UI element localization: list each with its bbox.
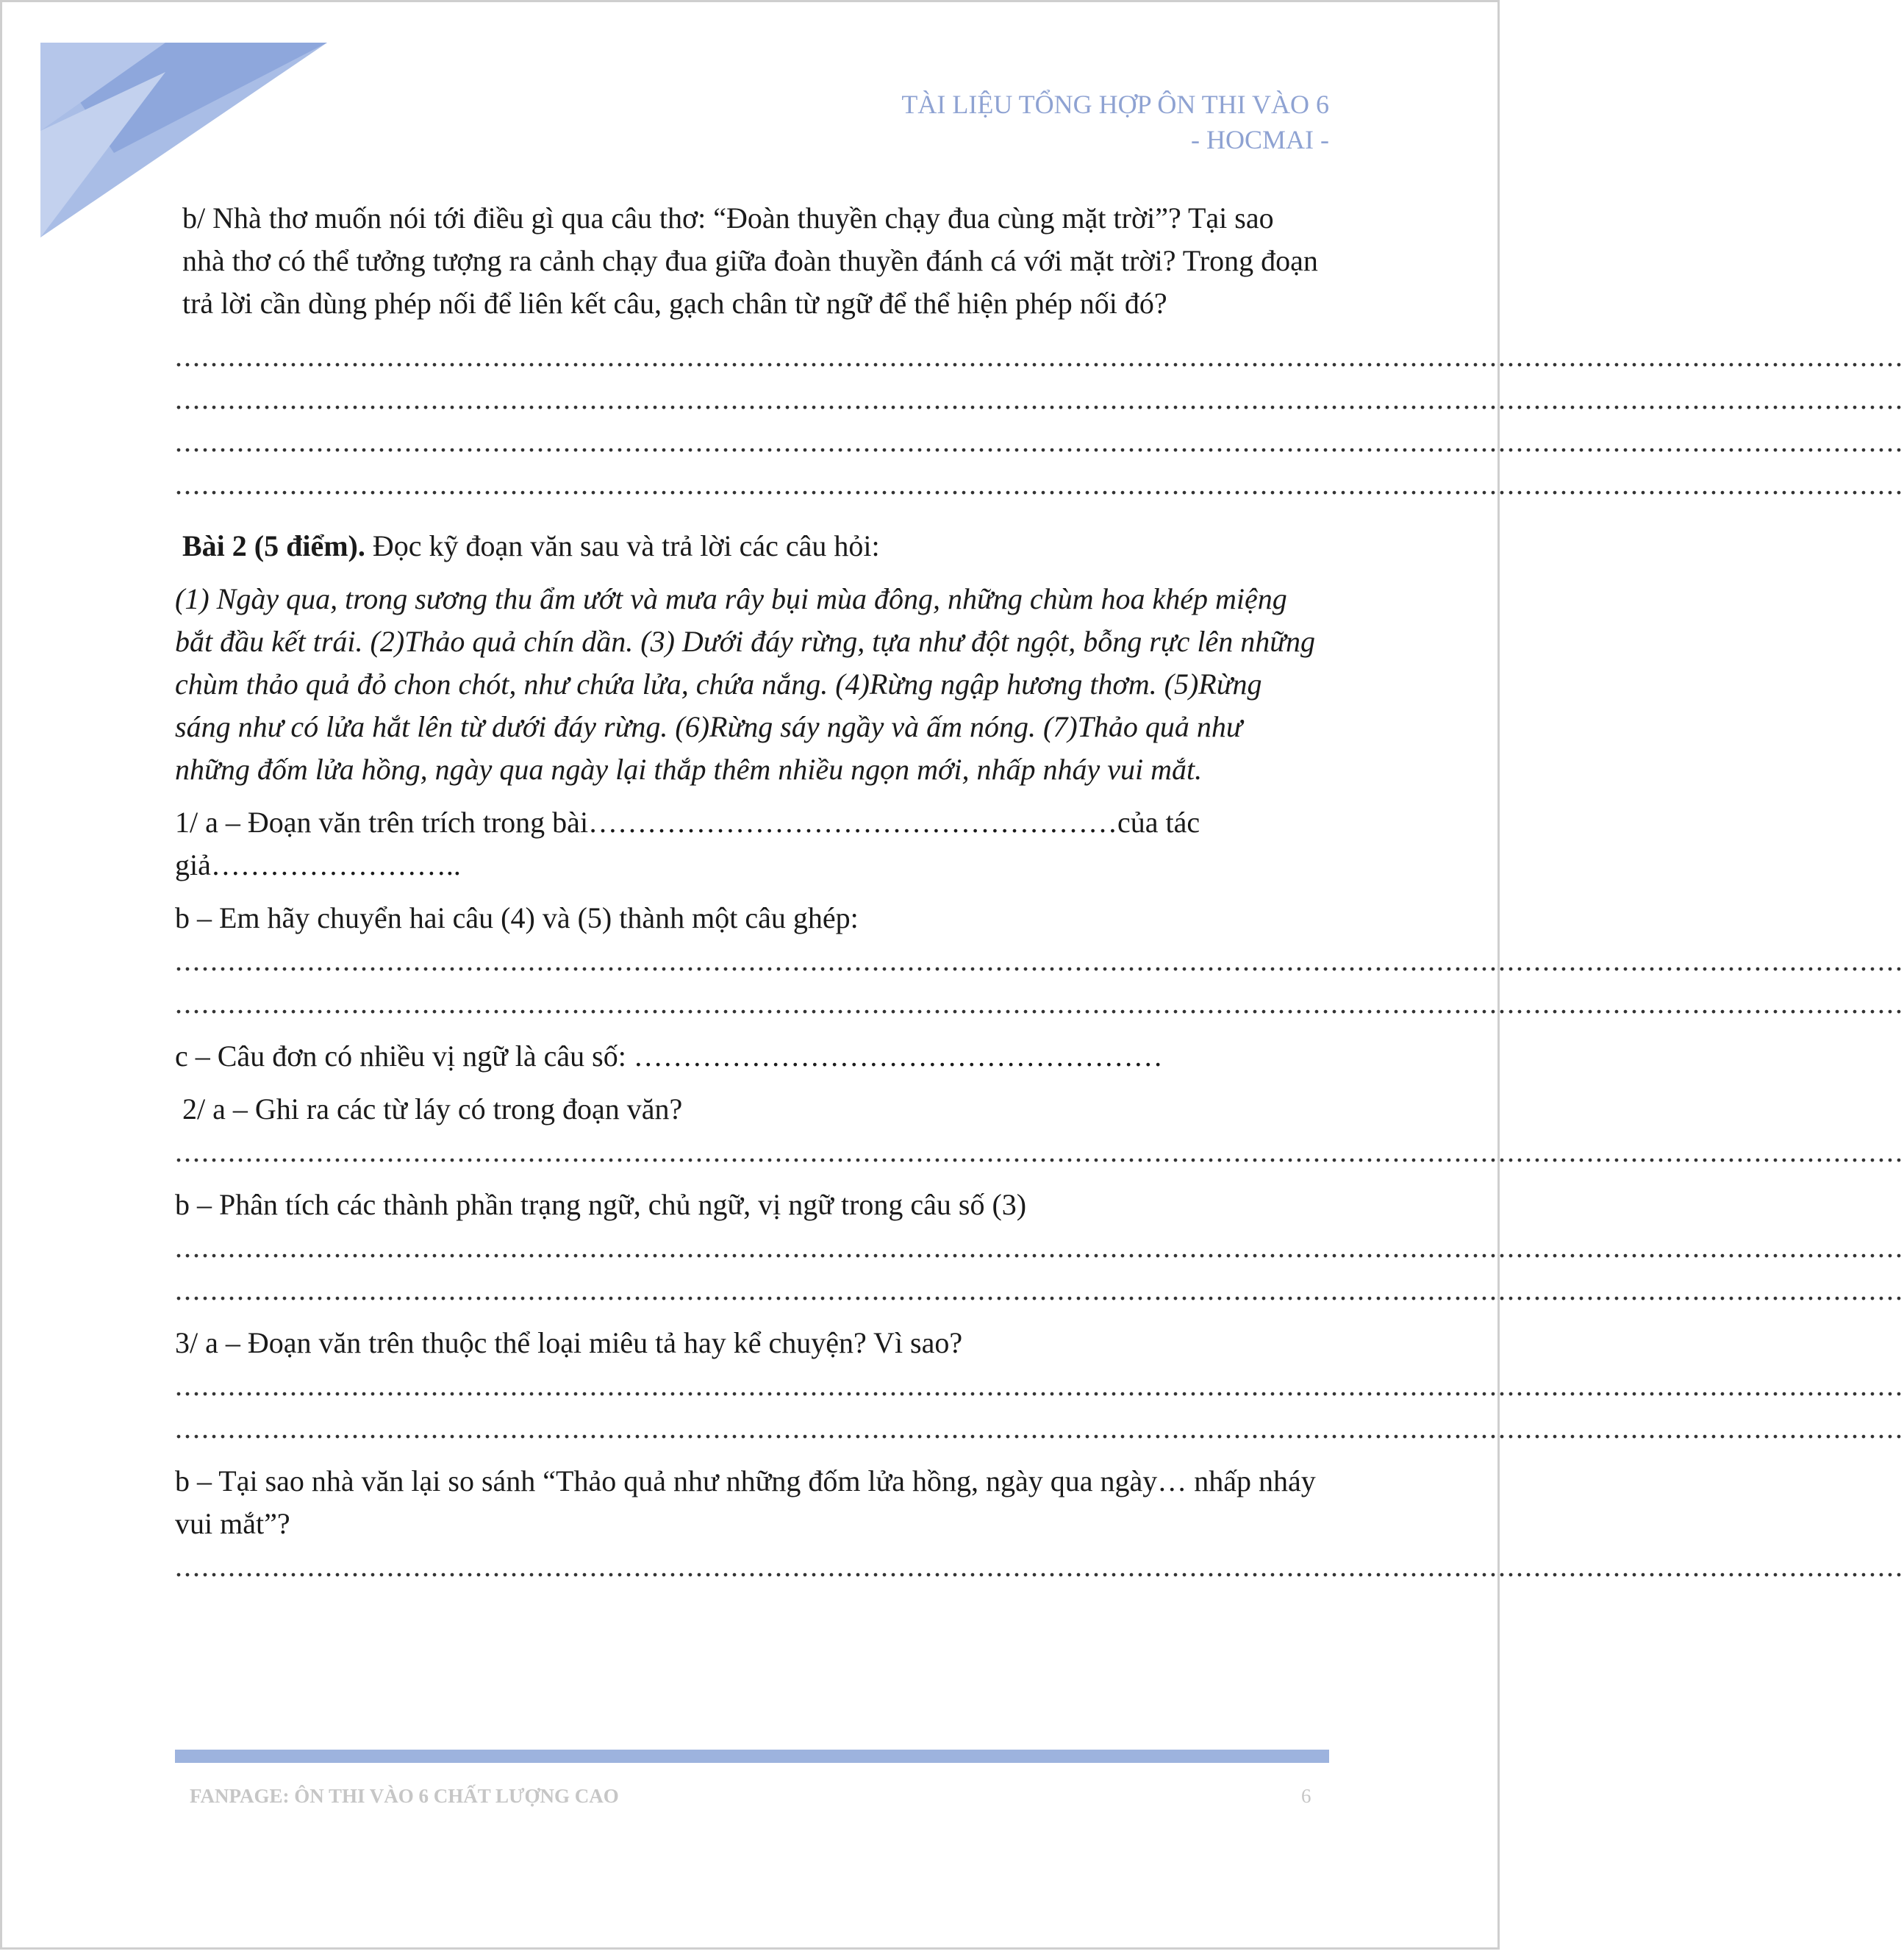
page-number: 6	[1301, 1785, 1311, 1807]
answer-line: ....................................................................................................................................................................................................	[175, 468, 1904, 501]
answer-line: ....................................................................................................................................................................................................	[175, 1135, 1904, 1168]
question-3a: 3/ a – Đoạn văn trên thuộc thể loại miêu tả hay kể chuyện? Vì sao?	[175, 1326, 963, 1359]
answer-line: ....................................................................................................................................................................................................	[175, 987, 1904, 1020]
answer-line: ....................................................................................................................................................................................................	[175, 944, 1904, 977]
bai-2-heading	[175, 525, 1322, 568]
answer-line: ....................................................................................................................................................................................................	[175, 1231, 1904, 1264]
document-header	[901, 87, 1329, 157]
question-2b: b – Phân tích các thành phần trạng ngữ, chủ ngữ, vị ngữ trong câu số (3)	[175, 1188, 1027, 1221]
answer-line: ....................................................................................................................................................................................................	[175, 425, 1904, 458]
question-1c: c – Câu đơn có nhiều vị ngữ là câu số: ………………………………………………	[175, 1039, 1163, 1073]
answer-line: ....................................................................................................................................................................................................	[175, 382, 1904, 415]
footer-fanpage: FANPAGE: ÔN THI VÀO 6 CHẤT LƯỢNG CAO	[190, 1785, 619, 1807]
header-title: TÀI LIỆU TỔNG HỢP ÔN THI VÀO 6	[901, 90, 1329, 119]
document-body	[175, 197, 1904, 1588]
question-2a: 2/ a – Ghi ra các từ láy có trong đoạn văn?	[182, 1092, 683, 1125]
footer-rule	[175, 1750, 1329, 1763]
bai-2-title: Bài 2 (5 điểm).	[182, 529, 365, 562]
answer-line: ....................................................................................................................................................................................................	[175, 1273, 1904, 1306]
bai-2-instruction: Đọc kỹ đoạn văn sau và trả lời các câu hỏi:	[372, 529, 880, 562]
answer-line: ....................................................................................................................................................................................................	[175, 340, 1904, 373]
question-1a: 1/ a – Đoạn văn trên trích trong bài………………………………………………của tác giả……………………..	[175, 806, 1200, 881]
answer-line: ....................................................................................................................................................................................................	[175, 1550, 1904, 1583]
header-subtitle: - HOCMAI -	[1191, 125, 1329, 154]
question-3b: b – Tại sao nhà văn lại so sánh “Thảo quả như những đốm lửa hồng, ngày qua ngày… nhấp nháy vui mắt”?	[175, 1464, 1316, 1540]
question-1b: b/ Nhà thơ muốn nói tới điều gì qua câu thơ: “Đoàn thuyền chạy đua cùng mặt trời”? Tại sao nhà thơ có thể tưởng tượng ra cảnh chạy đua giữa đoàn thuyền đánh cá với mặt trời? Trong đoạn trả lời cần dùng phép nối để liên kết câu, gạch chân từ ngữ để thể hiện phép nối đó?	[182, 201, 1318, 320]
answer-line: ....................................................................................................................................................................................................	[175, 1411, 1904, 1445]
answer-line: ....................................................................................................................................................................................................	[175, 1369, 1904, 1402]
reading-passage: (1) Ngày qua, trong sương thu ẩm ướt và mưa rây bụi mùa đông, những chùm hoa khép miệng bắt đầu kết trái. (2)Thảo quả chín dần. (3) Dưới đáy rừng, tựa như đột ngột, bỗng rực lên những chùm thảo quả đỏ chon chót, như chứa lửa, chứa nắng. (4)Rừng ngập hương thơm. (5)Rừng sáng như có lửa hắt lên từ dưới đáy rừng. (6)Rừng sáy ngầy và ấm nóng. (7)Thảo quả như những đốm lửa hồng, ngày qua ngày lại thắp thêm nhiều ngọn mới, nhấp nháy vui mắt.	[175, 582, 1316, 786]
question-1-b: b – Em hãy chuyển hai câu (4) và (5) thành một câu ghép:	[175, 901, 859, 934]
